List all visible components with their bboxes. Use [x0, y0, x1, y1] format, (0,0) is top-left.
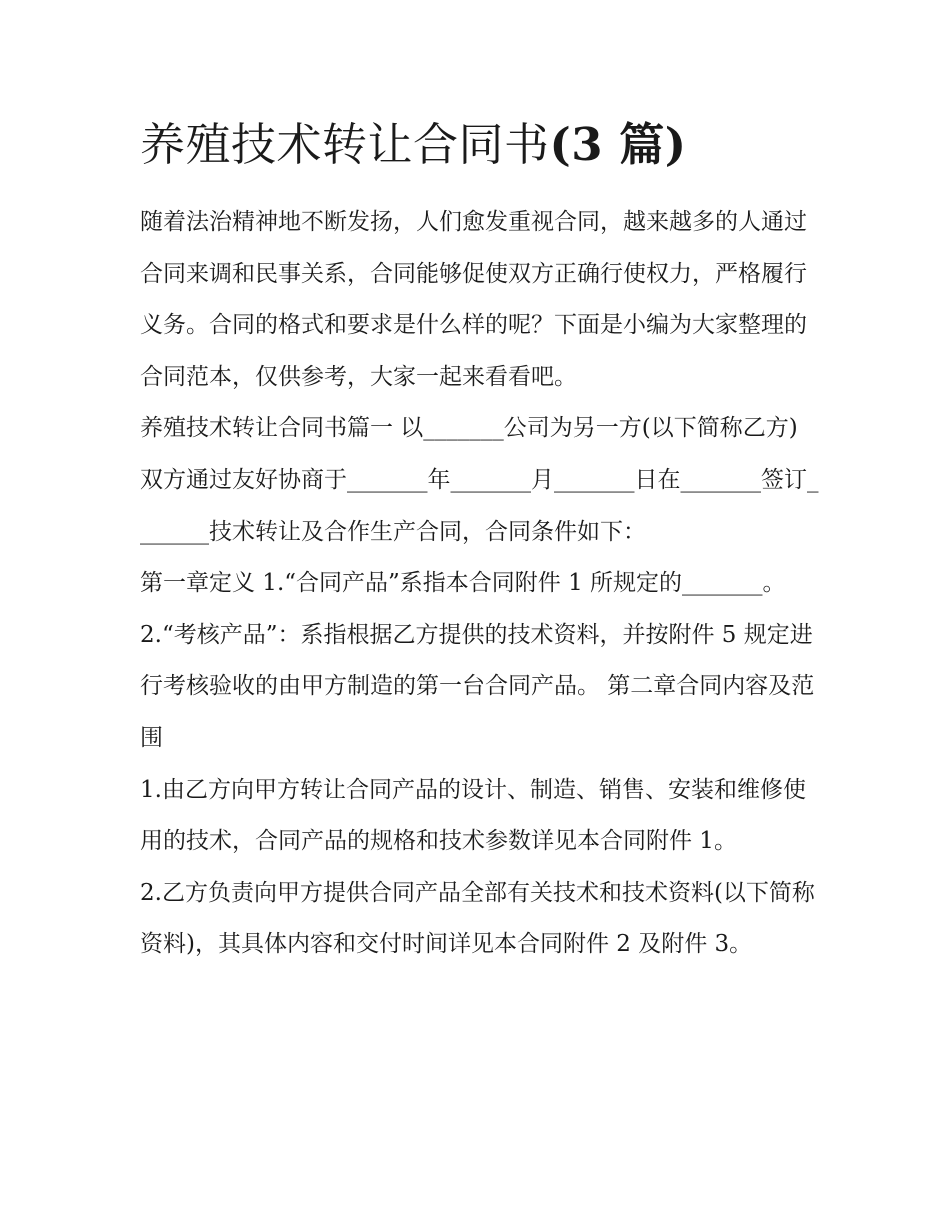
paragraph-party-b: 养殖技术转让合同书篇一 以_______公司为另一方(以下简称乙方)	[140, 415, 798, 442]
paragraph-clause-2: 2.“考核产品”：系指根据乙方提供的技术资料，并按附件 5 规定进行考核验收的由甲方制造的第一台合同产品。 第二章合同内容及范围	[140, 621, 815, 751]
document-title	[140, 112, 687, 178]
paragraph-scope-2: 2.乙方负责向甲方提供合同产品全部有关技术和技术资料(以下简称资料)，其具体内容和交付时间详见本合同附件 2 及附件 3。	[140, 879, 815, 958]
document-body	[140, 197, 820, 971]
intro-paragraph: 随着法治精神地不断发扬，人们愈发重视合同，越来越多的人通过合同来调和民事关系，合同能够促使双方正确行使权力，严格履行义务。合同的格式和要求是什么样的呢？下面是小编为大家整理的合同范本，仅供参考，大家一起来看看吧。	[140, 209, 807, 390]
title-main: 养殖技术转让合同书	[140, 118, 550, 171]
paragraph-signing: 双方通过友好协商于_______年_______月_______日在_______签订_______技术转让及合作生产合同，合同条件如下：	[140, 466, 819, 545]
paragraph-scope-1: 1.由乙方向甲方转让合同产品的设计、制造、销售、安装和维修使用的技术，合同产品的规格和技术参数详见本合同附件 1。	[140, 776, 806, 855]
paragraph-chapter-1: 第一章定义 1.“合同产品”系指本合同附件 1 所规定的_______。	[140, 570, 786, 597]
title-suffix: (3 篇)	[549, 118, 687, 171]
